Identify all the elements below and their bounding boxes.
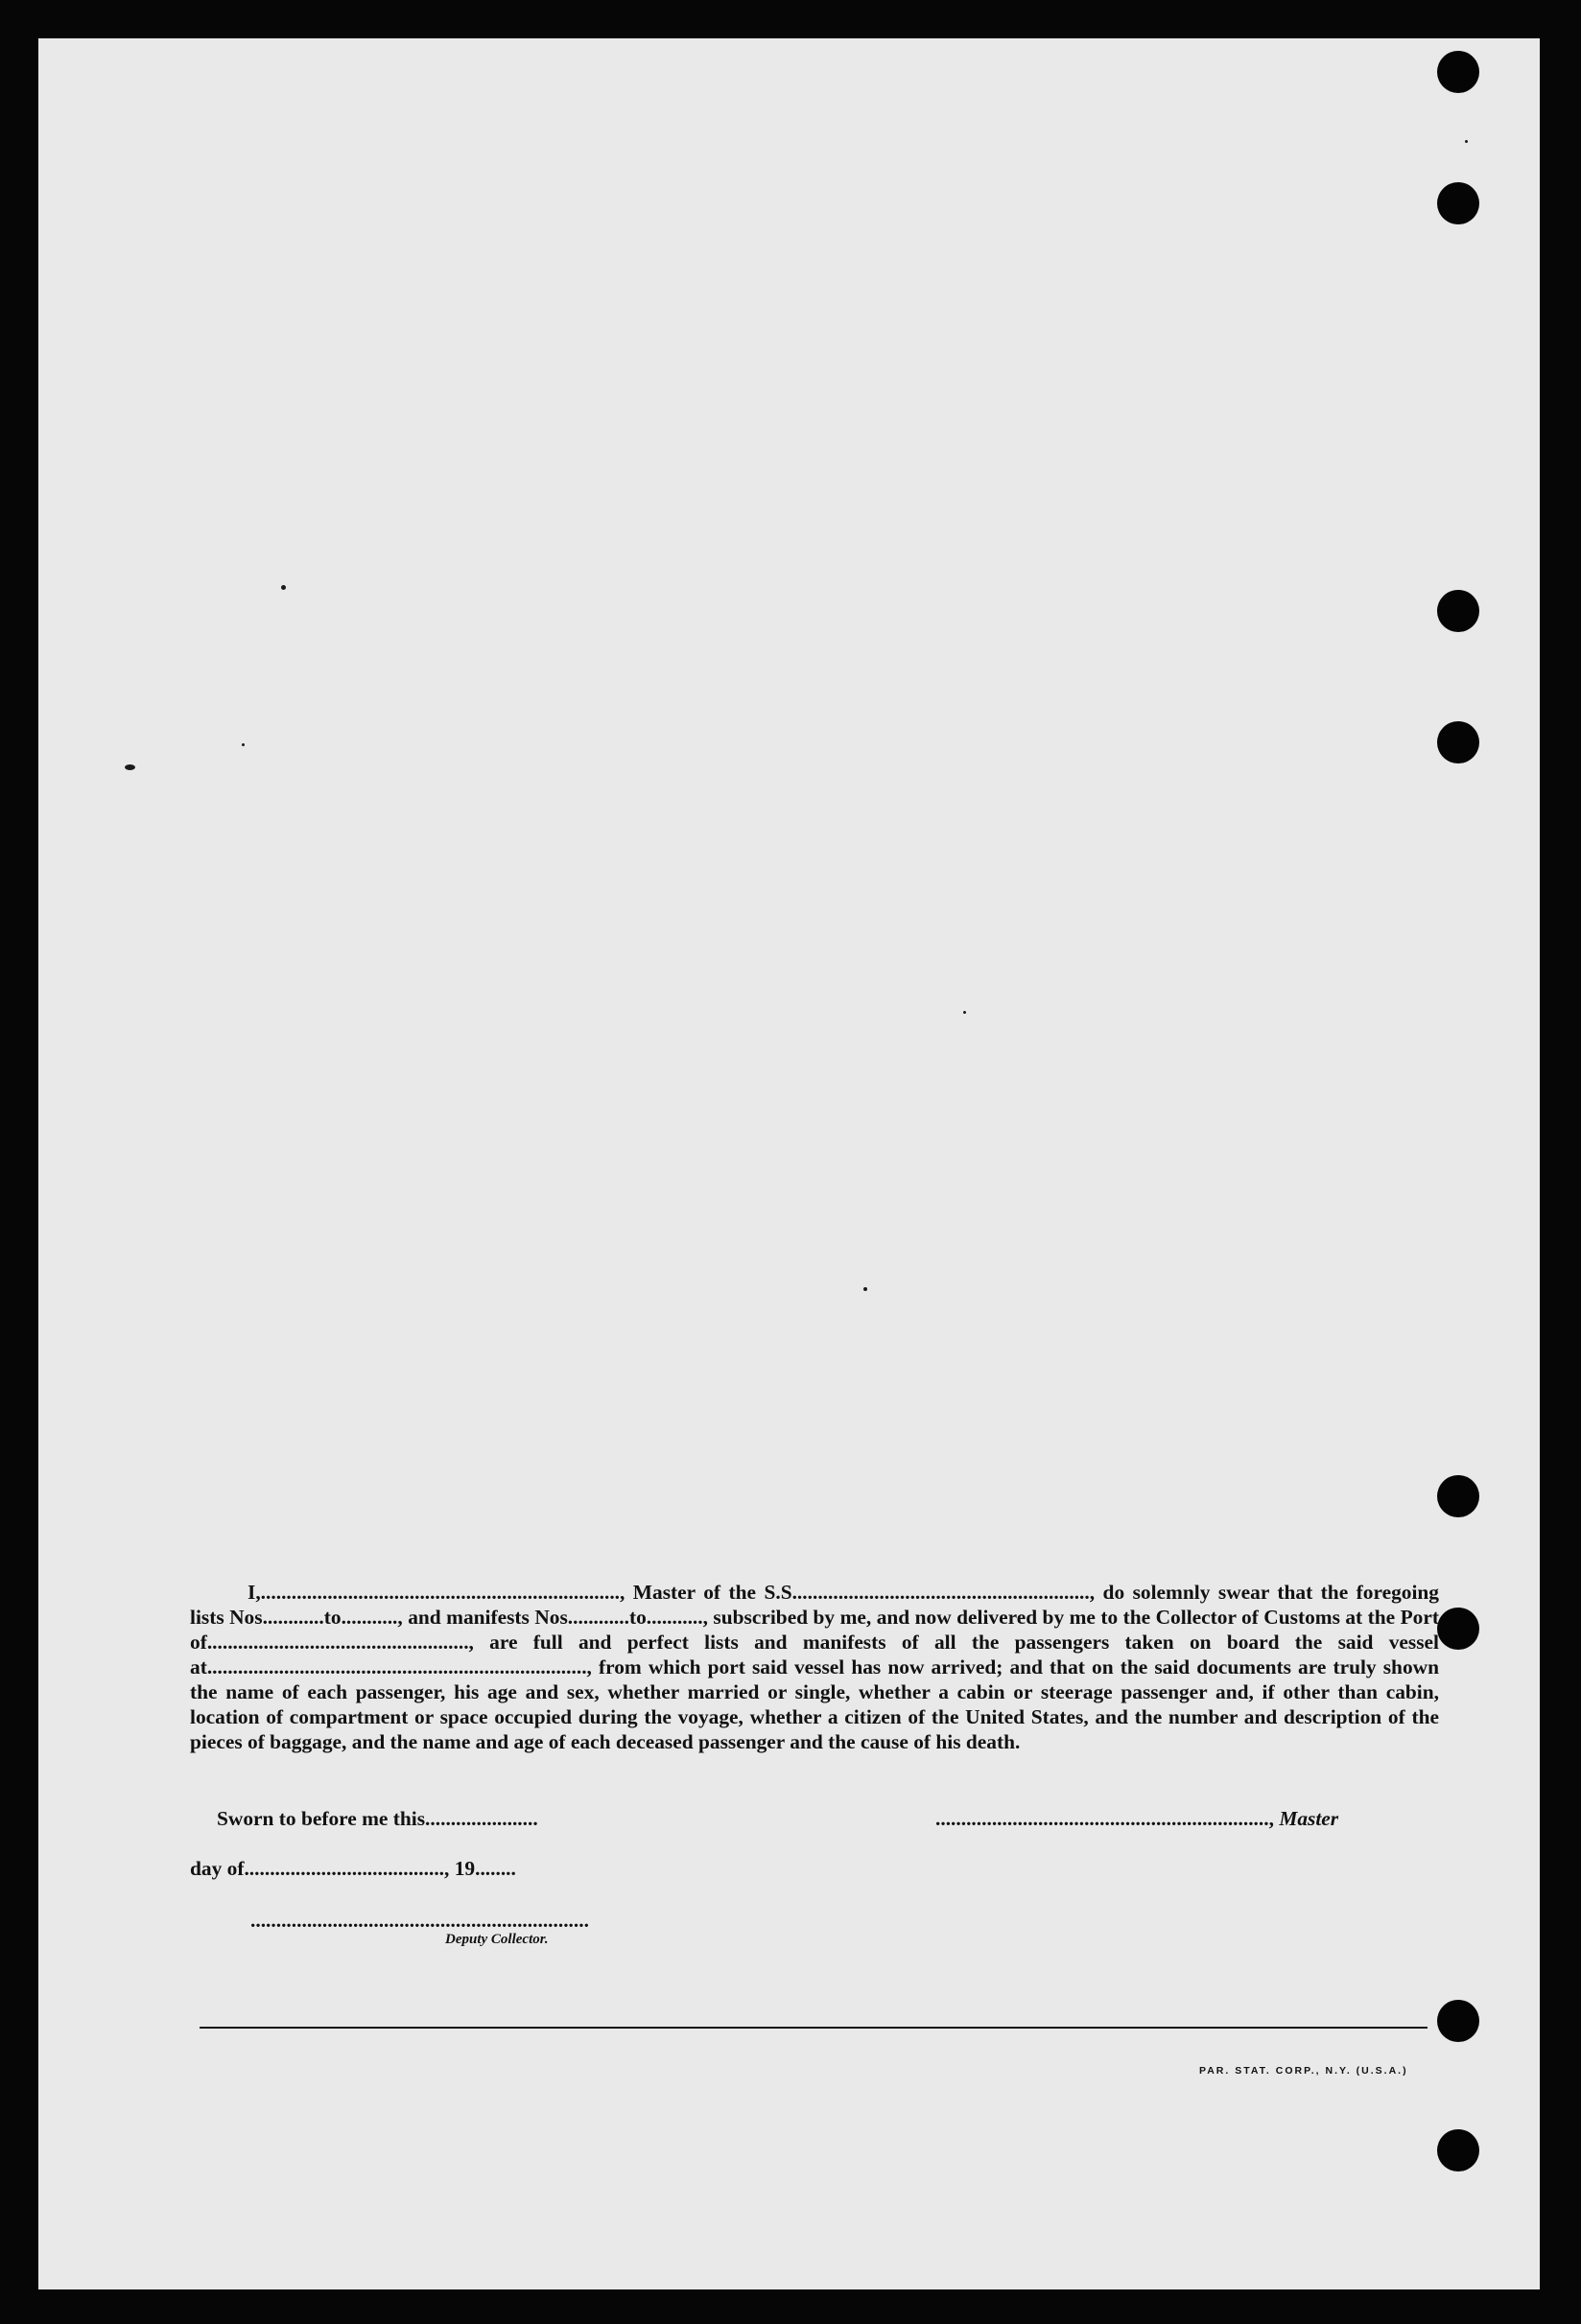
sworn-before-line: Sworn to before me this...................... [217,1807,538,1830]
punch-hole [1437,590,1479,632]
punch-hole [1437,182,1479,224]
footer-rule [200,2027,1428,2029]
deputy-collector-signature-line: .................................................................. [250,1909,589,1932]
deputy-collector-label: Deputy Collector. [445,1932,549,1947]
day-of-line: day of......................................., 19........ [190,1857,516,1880]
master-label: Master [1279,1807,1339,1830]
oath-text: I,......................................................................, Master of the S.S.........................................................., do solemnly swear that the foregoing lists Nos............to..........., and manifests Nos............to..........., subscribed by me, and now delivered by me to the Collector of Customs at the Port of..................................................., are full and perfect lists and manifests of all the passengers taken on board the said vessel at.........................................................................., from which port said vessel has now arrived; and that on the said documents are truly shown the name of each passenger, his age and sex, whether married or single, whether a cabin or steerage passenger and, if other than cabin, location of compartment or space occupied during the voyage, whether a citizen of the United States, and the number and description of the pieces of baggage, and the name and age of each deceased passenger and the cause of his death. [190,1581,1439,1753]
paper-speck [963,1011,966,1014]
paper-speck [1465,140,1468,143]
punch-hole [1437,2000,1479,2042]
punch-hole [1437,721,1479,763]
paper-speck [242,743,245,746]
document-page [38,38,1540,2289]
master-signature-dots: ................................................................., [935,1807,1274,1830]
punch-hole [1437,1608,1479,1650]
punch-hole [1437,2129,1479,2171]
paper-speck [863,1287,867,1291]
paper-speck [125,764,135,770]
master-oath-paragraph [190,1580,1439,1754]
paper-speck [281,585,286,590]
master-signature-line [935,1807,1338,1831]
printer-imprint: PAR. STAT. CORP., N.Y. (U.S.A.) [1199,2065,1408,2077]
punch-hole [1437,51,1479,93]
punch-hole [1437,1475,1479,1517]
